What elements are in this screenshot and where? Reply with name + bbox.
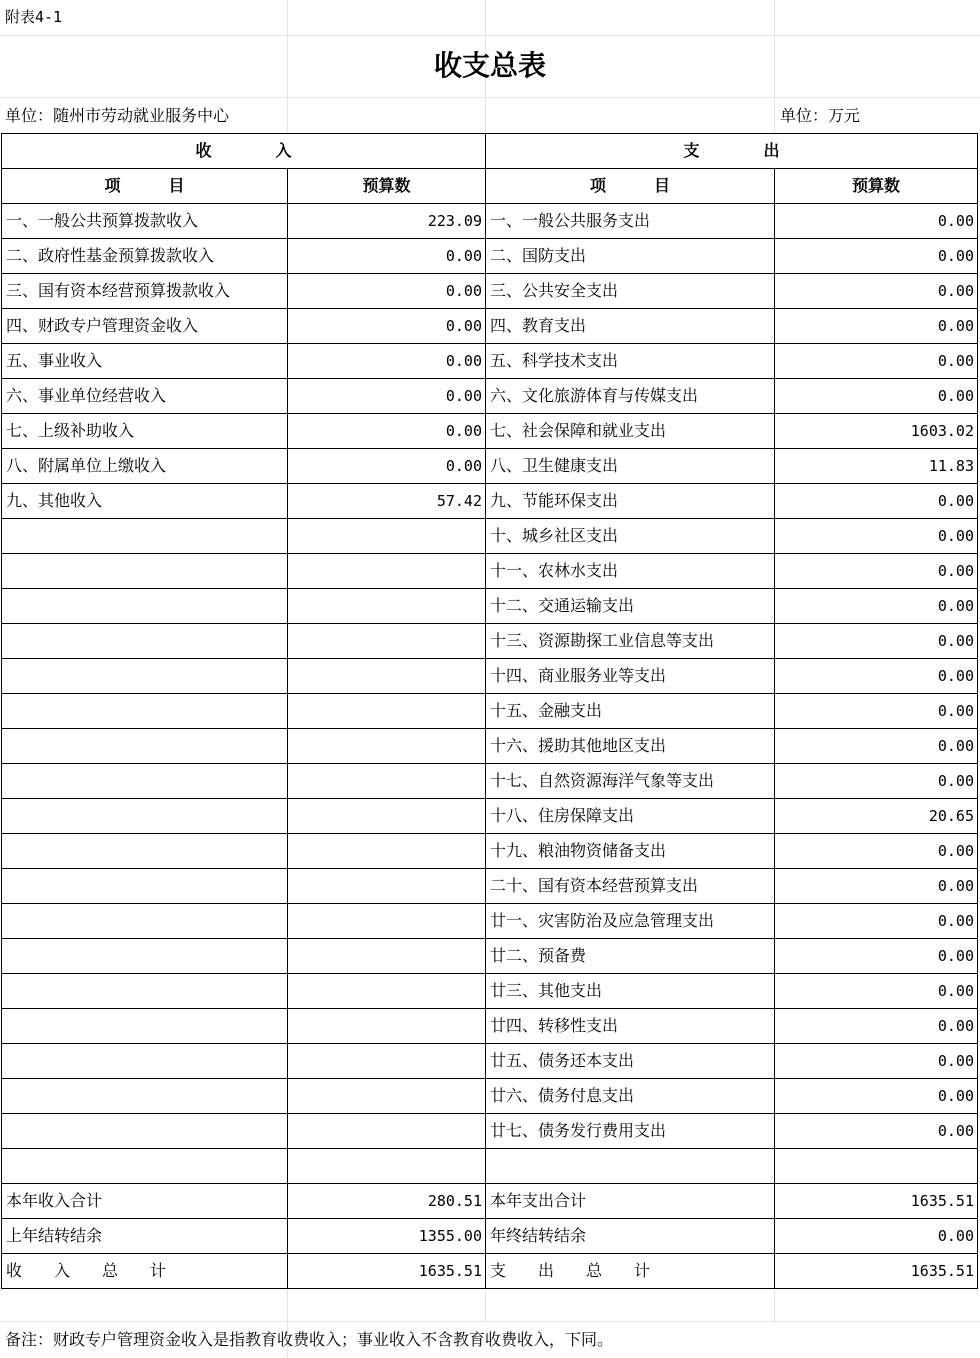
income-item-cell — [2, 554, 288, 589]
expense-item-cell: 四、教育支出 — [486, 309, 775, 344]
income-item-cell: 五、事业收入 — [2, 344, 288, 379]
expense-value-cell: 0.00 — [775, 974, 978, 1009]
footnote: 备注：财政专户管理资金收入是指教育收费收入；事业收入不含教育收费收入，下同。 — [5, 1330, 614, 1349]
income-item-cell: 一、一般公共预算拨款收入 — [2, 204, 288, 239]
table-row — [2, 869, 978, 904]
income-value-cell: 0.00 — [288, 414, 486, 449]
income-value-cell: 0.00 — [288, 344, 486, 379]
table-row — [2, 974, 978, 1009]
table-row — [2, 834, 978, 869]
income-value-cell — [288, 939, 486, 974]
income-item-cell — [2, 589, 288, 624]
expense-item-cell: 廿一、灾害防治及应急管理支出 — [486, 904, 775, 939]
expense-item-cell: 六、文化旅游体育与传媒支出 — [486, 379, 775, 414]
income-item-cell: 八、附属单位上缴收入 — [2, 449, 288, 484]
income-value-cell — [288, 1009, 486, 1044]
table-row — [2, 799, 978, 834]
expense-value-cell: 0.00 — [775, 309, 978, 344]
income-item-cell — [2, 974, 288, 1009]
expense-value-cell: 0.00 — [775, 939, 978, 974]
income-item-cell — [2, 1079, 288, 1114]
column-header-row — [2, 169, 978, 204]
income-value-cell: 0.00 — [288, 379, 486, 414]
table-row — [2, 624, 978, 659]
expense-item-cell: 十七、自然资源海洋气象等支出 — [486, 764, 775, 799]
table-row — [2, 239, 978, 274]
table-row — [2, 449, 978, 484]
income-item-cell — [2, 694, 288, 729]
income-item-header: 项 目 — [2, 169, 288, 204]
table-row — [2, 729, 978, 764]
income-item-cell — [2, 624, 288, 659]
expense-value-cell: 20.65 — [775, 799, 978, 834]
expense-item-cell: 十、城乡社区支出 — [486, 519, 775, 554]
expense-value-cell: 11.83 — [775, 449, 978, 484]
expense-item-cell: 廿五、债务还本支出 — [486, 1044, 775, 1079]
income-item-cell — [2, 519, 288, 554]
table-row — [2, 204, 978, 239]
expense-total-label: 年终结转结余 — [486, 1219, 775, 1254]
income-item-cell — [2, 904, 288, 939]
expense-value-cell: 0.00 — [775, 764, 978, 799]
total-row — [2, 1184, 978, 1219]
section-header-row — [2, 134, 978, 169]
income-item-cell: 六、事业单位经营收入 — [2, 379, 288, 414]
income-item-cell — [2, 729, 288, 764]
expense-item-cell: 二、国防支出 — [486, 239, 775, 274]
table-row — [2, 554, 978, 589]
income-item-cell — [2, 1044, 288, 1079]
income-value-cell — [288, 1114, 486, 1149]
income-total-value: 1355.00 — [288, 1219, 486, 1254]
income-value-cell — [288, 554, 486, 589]
expense-value-cell: 0.00 — [775, 1009, 978, 1044]
page-title: 收支总表 — [433, 49, 546, 82]
income-item-cell — [2, 1009, 288, 1044]
income-item-cell: 七、上级补助收入 — [2, 414, 288, 449]
expense-item-cell: 十一、农林水支出 — [486, 554, 775, 589]
income-total-value: 280.51 — [288, 1184, 486, 1219]
table-row — [2, 659, 978, 694]
table-row — [2, 344, 978, 379]
income-item-cell: 四、财政专户管理资金收入 — [2, 309, 288, 344]
income-item-cell: 九、其他收入 — [2, 484, 288, 519]
expense-item-cell: 十八、住房保障支出 — [486, 799, 775, 834]
expense-value-cell: 0.00 — [775, 379, 978, 414]
income-value-cell — [288, 589, 486, 624]
table-row — [2, 1114, 978, 1149]
expense-value-cell: 0.00 — [775, 519, 978, 554]
expense-item-cell: 八、卫生健康支出 — [486, 449, 775, 484]
annex-label: 附表4-1 — [5, 8, 63, 26]
income-item-cell — [2, 869, 288, 904]
table-row — [2, 484, 978, 519]
income-value-cell: 0.00 — [288, 239, 486, 274]
expense-value-cell: 1603.02 — [775, 414, 978, 449]
income-value-cell — [288, 799, 486, 834]
income-item-cell — [2, 799, 288, 834]
income-value-cell — [288, 694, 486, 729]
income-budget-header: 预算数 — [288, 169, 486, 204]
income-total-value: 1635.51 — [288, 1254, 486, 1289]
expense-total-label: 支 出 总 计 — [486, 1254, 775, 1289]
expense-item-cell: 廿七、债务发行费用支出 — [486, 1114, 775, 1149]
table-row — [2, 694, 978, 729]
expense-value-cell: 0.00 — [775, 869, 978, 904]
expense-item-cell: 十九、粮油物资储备支出 — [486, 834, 775, 869]
income-value-cell: 0.00 — [288, 274, 486, 309]
income-item-cell — [2, 1114, 288, 1149]
expense-value-cell: 0.00 — [775, 834, 978, 869]
income-value-cell: 223.09 — [288, 204, 486, 239]
income-value-cell: 0.00 — [288, 449, 486, 484]
table-row — [2, 414, 978, 449]
expense-value-cell — [775, 1149, 978, 1184]
expense-value-cell: 0.00 — [775, 624, 978, 659]
income-value-cell — [288, 1149, 486, 1184]
table-row — [2, 1149, 978, 1184]
budget-table — [1, 133, 978, 1289]
income-value-cell — [288, 834, 486, 869]
expense-value-cell: 0.00 — [775, 1079, 978, 1114]
total-row — [2, 1219, 978, 1254]
income-value-cell — [288, 764, 486, 799]
expense-item-cell: 十六、援助其他地区支出 — [486, 729, 775, 764]
unit-currency: 单位：万元 — [780, 106, 861, 125]
expense-value-cell: 0.00 — [775, 484, 978, 519]
expense-value-cell: 0.00 — [775, 589, 978, 624]
expense-item-cell: 九、节能环保支出 — [486, 484, 775, 519]
expense-item-cell: 廿三、其他支出 — [486, 974, 775, 1009]
income-item-cell — [2, 834, 288, 869]
unit-organization: 单位：随州市劳动就业服务中心 — [5, 106, 230, 125]
expense-section-header: 支 出 — [486, 134, 978, 169]
expense-value-cell: 0.00 — [775, 904, 978, 939]
expense-value-cell: 0.00 — [775, 274, 978, 309]
income-item-cell — [2, 939, 288, 974]
income-value-cell: 0.00 — [288, 309, 486, 344]
income-total-label: 收 入 总 计 — [2, 1254, 288, 1289]
table-row — [2, 379, 978, 414]
grid-line — [485, 1287, 486, 1321]
expense-item-cell — [486, 1149, 775, 1184]
expense-item-cell: 十二、交通运输支出 — [486, 589, 775, 624]
expense-item-cell: 廿四、转移性支出 — [486, 1009, 775, 1044]
income-value-cell — [288, 729, 486, 764]
expense-value-cell: 0.00 — [775, 659, 978, 694]
expense-value-cell: 0.00 — [775, 694, 978, 729]
table-row — [2, 309, 978, 344]
table-row — [2, 274, 978, 309]
expense-value-cell: 0.00 — [775, 344, 978, 379]
expense-total-value: 1635.51 — [775, 1254, 978, 1289]
expense-value-cell: 0.00 — [775, 1044, 978, 1079]
expense-total-label: 本年支出合计 — [486, 1184, 775, 1219]
expense-budget-header: 预算数 — [775, 169, 978, 204]
income-value-cell — [288, 624, 486, 659]
expense-item-cell: 十五、金融支出 — [486, 694, 775, 729]
table-row — [2, 519, 978, 554]
expense-value-cell: 0.00 — [775, 204, 978, 239]
income-item-cell: 三、国有资本经营预算拨款收入 — [2, 274, 288, 309]
income-total-label: 本年收入合计 — [2, 1184, 288, 1219]
expense-item-cell: 七、社会保障和就业支出 — [486, 414, 775, 449]
expense-value-cell: 0.00 — [775, 239, 978, 274]
table-row — [2, 764, 978, 799]
expense-item-cell: 廿二、预备费 — [486, 939, 775, 974]
table-row — [2, 939, 978, 974]
expense-value-cell: 0.00 — [775, 729, 978, 764]
income-value-cell — [288, 659, 486, 694]
expense-item-header: 项 目 — [486, 169, 775, 204]
expense-item-cell: 三、公共安全支出 — [486, 274, 775, 309]
income-value-cell — [288, 1044, 486, 1079]
income-value-cell — [288, 519, 486, 554]
expense-total-value: 1635.51 — [775, 1184, 978, 1219]
income-item-cell — [2, 659, 288, 694]
total-row — [2, 1254, 978, 1289]
expense-item-cell: 五、科学技术支出 — [486, 344, 775, 379]
table-row — [2, 904, 978, 939]
income-value-cell — [288, 869, 486, 904]
table-row — [2, 1044, 978, 1079]
expense-item-cell: 十四、商业服务业等支出 — [486, 659, 775, 694]
expense-item-cell: 廿六、债务付息支出 — [486, 1079, 775, 1114]
table-row — [2, 1009, 978, 1044]
table-row — [2, 1079, 978, 1114]
income-item-cell: 二、政府性基金预算拨款收入 — [2, 239, 288, 274]
income-value-cell — [288, 1079, 486, 1114]
income-section-header: 收 入 — [2, 134, 486, 169]
expense-item-cell: 十三、资源勘探工业信息等支出 — [486, 624, 775, 659]
expense-value-cell: 0.00 — [775, 554, 978, 589]
income-item-cell — [2, 1149, 288, 1184]
income-value-cell — [288, 974, 486, 1009]
income-total-label: 上年结转结余 — [2, 1219, 288, 1254]
grid-line — [774, 1287, 775, 1321]
table-row — [2, 589, 978, 624]
expense-item-cell: 一、一般公共服务支出 — [486, 204, 775, 239]
expense-value-cell: 0.00 — [775, 1114, 978, 1149]
expense-item-cell: 二十、国有资本经营预算支出 — [486, 869, 775, 904]
expense-total-value: 0.00 — [775, 1219, 978, 1254]
income-item-cell — [2, 764, 288, 799]
income-value-cell — [288, 904, 486, 939]
income-value-cell: 57.42 — [288, 484, 486, 519]
